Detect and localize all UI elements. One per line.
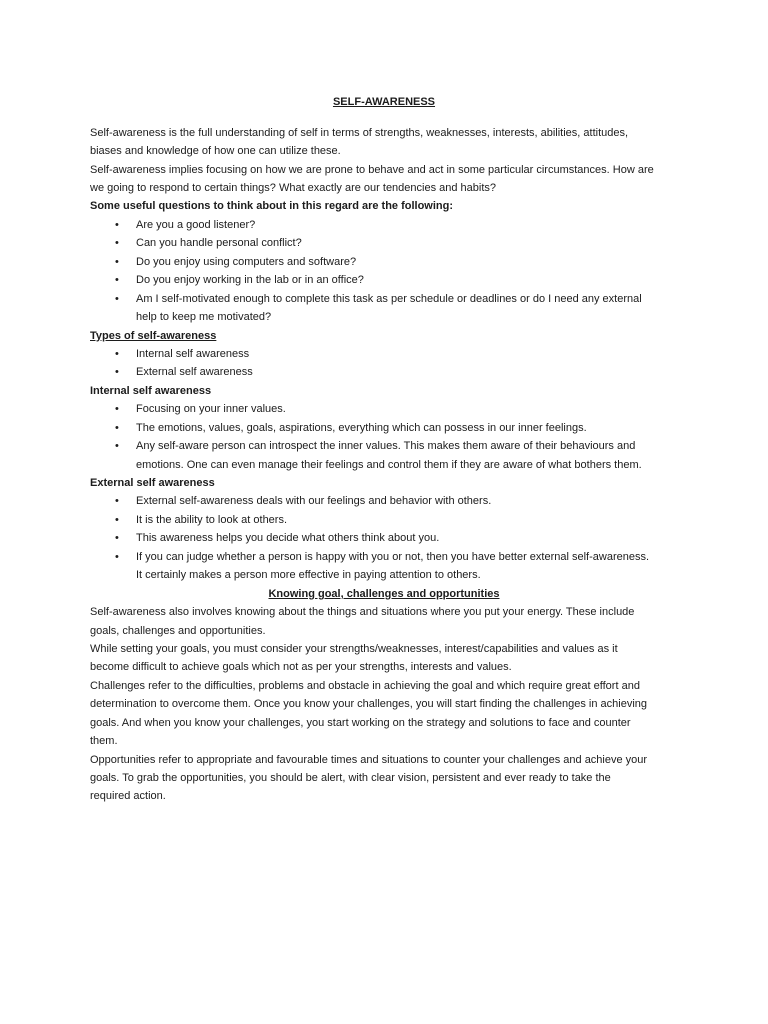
external-heading: External self awareness [90, 477, 215, 490]
goals-paragraph-2 [90, 640, 678, 677]
types-heading-text: Types of self-awareness [90, 329, 217, 342]
external-list [90, 492, 678, 584]
text-line: Opportunities refer to appropriate and favourable times and situations to counter your challenges and achieve your [90, 753, 648, 766]
goals-paragraph-4 [90, 751, 678, 806]
list-item [90, 253, 678, 271]
bullet-marker: • [115, 403, 119, 416]
bullet-marker: • [115, 550, 119, 563]
goals-paragraph-1 [90, 603, 678, 640]
list-item [90, 437, 678, 474]
list-item [90, 345, 678, 363]
list-item [90, 216, 678, 234]
internal-list [90, 400, 678, 474]
text-line: them. [90, 735, 118, 748]
list-item [90, 419, 678, 437]
text-line: goals. And when you know your challenges, you start working on the strategy and solutions to face and counter [90, 716, 631, 729]
text-line: This awareness helps you decide what others think about you. [136, 532, 440, 545]
text-line: Do you enjoy using computers and software? [136, 255, 357, 268]
bullet-marker: • [115, 255, 119, 268]
bullet-marker: • [115, 218, 119, 231]
document-body [90, 93, 678, 806]
list-item [90, 400, 678, 418]
text-line: biases and knowledge of how one can utilize these. [90, 145, 341, 158]
list-item [90, 234, 678, 252]
text-line: Do you enjoy working in the lab or in an office? [136, 274, 364, 287]
list-item [90, 271, 678, 289]
intro-paragraph-2 [90, 161, 678, 198]
text-line: Self-awareness is the full understanding of self in terms of strengths, weaknesses, interests, abilities, attitudes, [90, 126, 629, 139]
text-line: Am I self-motivated enough to complete this task as per schedule or deadlines or do I need any external [136, 292, 642, 305]
text-line: goals. To grab the opportunities, you should be alert, with clear vision, persistent and ever ready to take the [90, 772, 611, 785]
text-line: Are you a good listener? [136, 218, 256, 231]
text-line: help to keep me motivated? [136, 311, 272, 324]
goals-heading [90, 585, 678, 603]
text-line: The emotions, values, goals, aspirations, everything which can possess in our inner feelings. [136, 421, 587, 434]
bullet-marker: • [115, 292, 119, 305]
text-line: It is the ability to look at others. [136, 513, 288, 526]
bullet-marker: • [115, 237, 119, 250]
types-heading [90, 327, 678, 345]
text-line: Can you handle personal conflict? [136, 237, 302, 250]
text-line: While setting your goals, you must consider your strengths/weaknesses, interest/capabilities and values as it [90, 642, 618, 655]
text-line: It certainly makes a person more effective in paying attention to others. [136, 569, 481, 582]
list-item [90, 529, 678, 547]
intro-paragraph-1 [90, 124, 678, 161]
list-item [90, 492, 678, 510]
text-line: External self awareness [136, 366, 253, 379]
bullet-marker: • [115, 532, 119, 545]
text-line: Self-awareness implies focusing on how we are prone to behave and act in some particular circumstances. How are [90, 163, 654, 176]
text-line: If you can judge whether a person is happy with you or not, then you have better external self-awareness. [136, 550, 650, 563]
text-line: Challenges refer to the difficulties, problems and obstacle in achieving the goal and which require great effort and [90, 679, 640, 692]
bullet-marker: • [115, 347, 119, 360]
text-line: Any self-aware person can introspect the inner values. This makes them aware of their behaviours and [136, 440, 636, 453]
bullet-marker: • [115, 366, 119, 379]
text-line: determination to overcome them. Once you know your challenges, you will start finding the challenges in achieving [90, 698, 648, 711]
internal-heading: Internal self awareness [90, 384, 212, 397]
text-line: required action. [90, 790, 166, 803]
goals-paragraph-3 [90, 677, 678, 751]
text-line: we going to respond to certain things? What exactly are our tendencies and habits? [90, 182, 497, 195]
text-line: goals, challenges and opportunities. [90, 624, 266, 637]
goals-heading-text: Knowing goal, challenges and opportunities [268, 587, 500, 600]
types-list [90, 345, 678, 382]
list-item [90, 363, 678, 381]
bullet-marker: • [115, 274, 119, 287]
bullet-marker: • [115, 495, 119, 508]
page-title: SELF-AWARENESS [332, 95, 436, 108]
list-item [90, 548, 678, 585]
text-line: Self-awareness also involves knowing about the things and situations where you put your energy. These include [90, 606, 635, 619]
text-line: Focusing on your inner values. [136, 403, 286, 416]
text-line: Internal self awareness [136, 347, 250, 360]
bullet-marker: • [115, 421, 119, 434]
bullet-marker: • [115, 513, 119, 526]
questions-heading: Some useful questions to think about in this regard are the following: [90, 200, 454, 213]
questions-list [90, 216, 678, 327]
text-line: become difficult to achieve goals which not as per your strengths, interests and values. [90, 661, 512, 674]
list-item [90, 290, 678, 327]
list-item [90, 511, 678, 529]
text-line: emotions. One can even manage their feelings and control them if they are aware of what bothers them. [136, 458, 642, 471]
text-line: External self-awareness deals with our feelings and behavior with others. [136, 495, 492, 508]
bullet-marker: • [115, 440, 119, 453]
